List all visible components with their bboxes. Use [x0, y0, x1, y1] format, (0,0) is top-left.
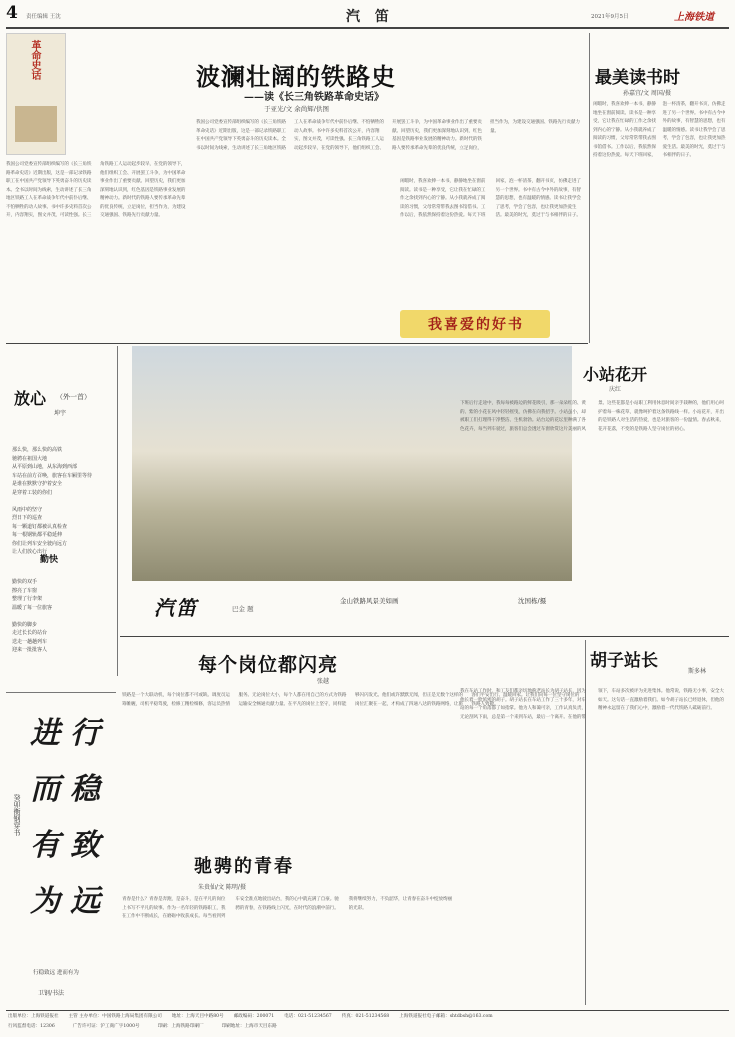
poem-title: 放心 [14, 389, 47, 408]
calligraphy-char: 行 [70, 716, 100, 751]
each-post-author: 张越 [317, 678, 330, 685]
photo-column-author: 巴金 题 [232, 605, 254, 613]
best-books-byline: 孙嘉宜/文 周国/摄 [623, 90, 671, 97]
section-rule-2 [120, 636, 729, 637]
book-cover-text: 革命史话 [29, 40, 40, 80]
editor-credit: 责任编辑 王沈 [26, 14, 61, 20]
lead-subtitle: ——读《长三角铁路革命史话》 [244, 92, 384, 103]
book-cover-image [15, 106, 57, 142]
footer-rule [6, 1010, 729, 1011]
poem-lines [12, 446, 112, 557]
calligraphy-caption: 行稳致远 进而有为 [33, 970, 79, 976]
poem-divider [117, 346, 118, 676]
calligraphy-block [6, 692, 116, 1004]
poem-line: 那么快，那么快的高铁 [12, 447, 63, 453]
footer-item: 地址：上海天目中路80号 [171, 1014, 224, 1019]
sub-poem-title: 勤快 [40, 555, 59, 565]
footer-item: 电话：021-51234567 [284, 1014, 332, 1019]
each-post-body: 铁路是一个大联动机，每个岗位都不可或缺。调度员运筹帷幄，司机平稳驾驶，检修工精检细修，客运员热情服务。无论岗位大小，每个人都在用自己的方式为铁路运输安全畅通贡献力量。在平凡的岗位上坚守，同样能够闪闪发光。他们或许默默无闻，但正是无数个这样的岗位汇聚在一起，才构成了四通八达的铁路网络，让旅客们平安出行、温暖回家。让我们向每一位坚守岗位的铁路人致敬。 [122, 693, 580, 707]
photo-credit: 沈国栋/摄 [518, 597, 547, 605]
poem-line: 擦亮了车窗 [12, 587, 38, 594]
calligraphy-chars [14, 708, 114, 938]
sub-poem-lines [12, 578, 112, 655]
paper-name: 上海铁道 [674, 12, 714, 23]
lead-byline: 于亚光/文 余尚辉/供图 [264, 105, 329, 113]
calligraphy-seal: 癸卯衡钢穿书 [13, 794, 21, 836]
page-number: 4 [6, 3, 18, 23]
poem-line: 每一根钢轨都平稳延伸 [12, 532, 63, 538]
poem-line: 迎来一批批客人 [12, 647, 48, 653]
poem-line: 风雨中的坚守 [12, 506, 43, 513]
footer-item: 邮政编码：200071 [233, 1014, 275, 1019]
masthead-rule [6, 27, 729, 29]
footer-item: 出版单位：上海铁道报社 [8, 1014, 59, 1019]
each-post-title: 每个岗位都闪亮 [198, 654, 339, 676]
footer-item: 传真：021-51234568 [341, 1014, 390, 1019]
calligraphy-char: 致 [70, 828, 100, 863]
best-books-article [593, 33, 729, 243]
footer-item: 上海铁道报社电子邮箱：shtdbsh@163.com [399, 1014, 493, 1019]
poem-line: 烈日下的巡查 [12, 515, 43, 521]
lead-divider [589, 33, 590, 343]
footer-item: 印刷地址：上海市天目东路 [221, 1024, 277, 1029]
lead-continuation: 闲暇时，我喜欢捧一本书，静静地坐在窗前阅读。读书是一种享受，它让我在忙碌的工作之余找到内心的宁静。从小我就养成了阅读的习惯，父母常常带我去图书馆借书。工作以后，我依然保持着这份热爱。每天下班回家，泡一杯清茶，翻开书页，仿佛走进了另一个世界。书中有古今中外的故事，有智慧的思想，也有温暖的情感。读书让我学会了思考，学会了包容，也让我更加热爱生活。最美的时光，莫过于与书相伴的日子。 [400, 179, 581, 218]
youth-article [122, 848, 457, 1006]
small-station-author: 庆红 [609, 386, 622, 393]
poem-line: 勤快的双手 [12, 579, 38, 585]
best-books-title: 最美读书时 [595, 68, 680, 88]
section-title: 汽 笛 [346, 9, 394, 25]
calligraphy-char: 进 [30, 716, 60, 751]
footer-item: 主管 主办单位：中国铁路上海局集团有限公司 [68, 1014, 162, 1019]
calligraphy-credit: 卫钢/书法 [38, 990, 65, 997]
lead-body-left: 我国公司党委宣传部组织编写的《长三角铁路革命史话》近期出版，这是一部记录铁路职工在中国共产党领导下英勇奋斗的历史读本。全书以时间为线索，生动讲述了长三角地区铁路工人在革命战争年代中前仆后继、不怕牺牲的动人故事。书中许多史料首次公开，内容翔实，图文并茂，可读性强。长三角铁路工人运动起步较早，在党的领导下，他们组织工会、开展罢工斗争，为中国革命事业作出了重要贡献。回望历史，我们更加深刻地认识到，红色基因是铁路事业发展的精神动力。新时代的铁路人要传承革命先辈的优良传统，立足岗位，担当作为，为建设交通强国、铁路先行贡献力量。 [6, 162, 186, 218]
good-book-banner [400, 310, 550, 338]
calligraphy-char: 远 [70, 884, 100, 919]
best-books-body: 闲暇时，我喜欢捧一本书，静静地坐在窗前阅读。读书是一种享受，它让我在忙碌的工作之余找到内心的宁静。从小我就养成了阅读的习惯，父母常常带我去图书馆借书。工作以后，我依然保持着这份热爱。每天下班回家，泡一杯清茶，翻开书页，仿佛走进了另一个世界。书中有古今中外的故事，有智慧的思想，也有温暖的情感。读书让我学会了思考，学会了包容，也让我更加热爱生活。最美的时光，莫过于与书相伴的日子。 [593, 102, 726, 158]
calligraphy-top-rule [6, 692, 116, 693]
footer-item: 印刷：上海铁路印刷厂 [157, 1024, 204, 1029]
poem-column [6, 386, 114, 676]
poem-line: 驰骋在祖国大地 [12, 455, 48, 462]
footer-line-2 [8, 1023, 729, 1032]
poem-line: 勤快的脚步 [12, 621, 38, 628]
poem-line: 温暖了每一位旅客 [12, 604, 53, 611]
poem-line: 每一颗道钉都被认真检查 [12, 523, 68, 530]
poem-line: 送走一趟趟列车 [12, 638, 48, 645]
section-rule-1 [6, 343, 588, 344]
poem-line: 你们让列车安全驶向远方 [12, 540, 68, 547]
poem-line: 车站在前方召唤，旅客在车厢里等待 [12, 472, 93, 479]
poem-line [12, 612, 112, 621]
issue-date: 2021年9月5日 [591, 14, 629, 20]
footer-item: 广告许可证：沪工商广字1000号 [72, 1024, 140, 1029]
poem-line: 让人们放心出行 [12, 549, 48, 555]
calligraphy-char: 有 [30, 828, 60, 863]
calligraphy-char: 为 [30, 884, 60, 919]
small-station-title: 小站花开 [583, 365, 648, 384]
good-book-banner-text: 我喜爱的好书 [428, 317, 524, 333]
poem-line: 从平原到山地，从东海到西部 [12, 464, 78, 470]
lead-body-right: 我国公司党委宣传部组织编写的《长三角铁路革命史话》近期出版，这是一部记录铁路职工在中国共产党领导下英勇奋斗的历史读本。全书以时间为线索，生动讲述了长三角地区铁路工人在革命战争年代中前仆后继、不怕牺牲的动人故事。书中许多史料首次公开，内容翔实，图文并茂，可读性强。长三角铁路工人运动起步较早，在党的领导下，他们组织工会、开展罢工斗争，为中国革命事业作出了重要贡献。回望历史，我们更加深刻地认识到，红色基因是铁路事业发展的精神动力。新时代的铁路人要传承革命先辈的优良传统，立足岗位，担当作为，为建设交通强国、铁路先行贡献力量。 [196, 120, 580, 151]
calligraphy-char: 而 [30, 772, 60, 807]
small-station-body: 下班后行走途中，我每每被路边的鲜花吸引，那一朵朵红的、黄的、紫的小花在风中轻轻摇曳，仿佛在向我招手。小站虽小，却被职工们打理得干净整洁、生机勃勃。站台边的花坛里种满了各色花卉，每当列车驶过，旅客们总会透过车窗欣赏这片美丽的风景。这些花都是小站职工利用休息时间亲手栽种的，他们用心呵护着每一株花草，就像呵护着这条铁路线一样。小站花开，开出的是铁路人对生活的热爱，也是对旅客的一份温情。春去秋来，花开花落，不变的是铁路人坚守岗位的初心。 [460, 401, 724, 432]
photo-caption: 金山铁路风景美如画 [340, 597, 399, 605]
youth-byline: 朱贵仙/文 陈明/摄 [198, 884, 246, 891]
photo-column-title: 汽笛 [154, 596, 198, 620]
huzi-body: 我在车站工作时，和工友们都亲切地称老站长为胡子站长，因为他长着一脸浓密的胡子。胡子站长在车站工作了三十多年，对车站的每一个角落都了如指掌。他为人和蔼可亲，工作认真负责，无论刮风下雨，总是第一个来到车站，最后一个离开。在他的带领下，车站多次被评为先进集体。他常说，铁路无小事，安全大如天。这句话一直激励着我们。如今胡子站长已经退休，但他的精神永远留在了我们心中，激励着一代代铁路人砥砺前行。 [460, 689, 724, 720]
footer-line-1 [8, 1013, 729, 1022]
huzi-title: 胡子站长 [590, 651, 658, 671]
poem-line: 是谁在默默守护着安全 [12, 481, 63, 487]
huzi-author: 斯多林 [688, 668, 707, 675]
poem-line: 是穿着工装的你们 [12, 489, 53, 496]
footer-item: 行风监督电话：12306 [8, 1024, 55, 1029]
book-cover [6, 33, 66, 155]
poem-line [12, 497, 112, 506]
poem-author: 坤宇 [54, 410, 67, 417]
lead-title: 波澜壮阔的铁路史 [196, 62, 396, 91]
poem-line: 走过长长的站台 [12, 630, 48, 636]
youth-title: 驰骋的青春 [194, 856, 294, 877]
poem-note: （外一首） [56, 393, 91, 401]
poem-line: 整理了行李架 [12, 596, 43, 602]
youth-body: 青春是什么？青春是奔跑，是奋斗，是在平凡的岗位上书写不平凡的故事。作为一名年轻的铁路职工，我在工作中不断成长，在磨砺中收获成长。每当看到列车安全准点地驶出站台，我的心中就充满了自豪。驰骋的青春，在铁路线上闪光，在时代的浪潮中前行。我将继续努力，不负韶华，让青春在奋斗中绽放绚丽的光彩。 [122, 897, 453, 919]
masthead [6, 3, 729, 29]
calligraphy-char: 稳 [70, 772, 100, 807]
